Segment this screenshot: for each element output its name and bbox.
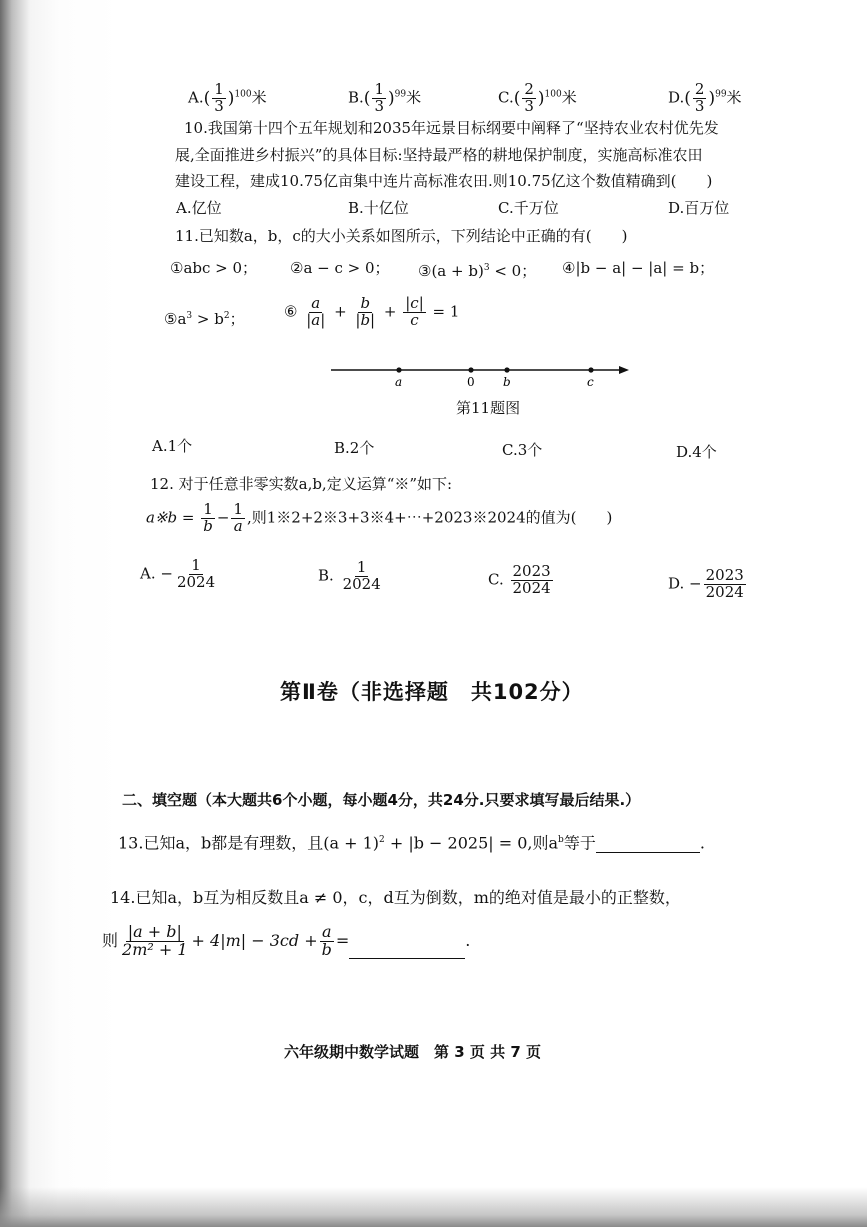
- q13-answer-blank[interactable]: [596, 852, 700, 853]
- point-c: [588, 367, 593, 372]
- q14-answer-blank[interactable]: [349, 958, 465, 959]
- q11-statement-4: ④|b − a| − |a| = b；: [562, 259, 715, 277]
- q9-option-d: D.( $\frac{2}{3}$ )$^{99}$米: [668, 80, 742, 115]
- q11-option-b: B.2个: [334, 439, 375, 457]
- q14-line-1: 14.已知a，b互为相反数且a ≠ 0，c，d互为倒数，m的绝对值是最小的正整数，: [110, 888, 681, 907]
- label-c: c: [587, 375, 594, 389]
- q10-option-a: A.亿位: [176, 199, 222, 217]
- label-a: a: [395, 375, 403, 389]
- q11-option-c: C.3个: [502, 441, 543, 459]
- point-a: [396, 367, 401, 372]
- q11-option-d: D.4个: [676, 443, 717, 461]
- q11-number-line: [325, 358, 635, 394]
- q14-expression: 则 $\frac{|a + b|}{\text{2m² + 1}}$ + 4|m| − 3cd + $\frac{a}{b}$ = .: [102, 922, 471, 959]
- q10-option-b: B.十亿位: [348, 199, 409, 217]
- q12-stem: 12. 对于任意非零实数a,b,定义运算“※”如下:: [150, 475, 453, 493]
- q11-statement-5: $⑤a^3 > b^2$；: [164, 310, 245, 328]
- q11-statement-2: ②a − c > 0；: [290, 259, 390, 277]
- point-zero: [468, 367, 473, 372]
- point-b: [504, 367, 509, 372]
- q11-statement-1: ①abc > 0；: [170, 259, 258, 277]
- q10-option-d: D.百万位: [668, 199, 730, 217]
- q11-statement-3: ③(a + b)$^3$ < 0；: [418, 262, 537, 280]
- q9-option-c: C.( $\frac{2}{3}$ )$^{100}$米: [498, 80, 577, 115]
- q11-figure-caption: 第11题图: [456, 399, 521, 417]
- q12-option-a: A. − $\frac{1}{2024}$: [140, 556, 216, 591]
- q10-option-c: C.千万位: [498, 199, 559, 217]
- q12-option-b: B. $\frac{1}{2024}$: [318, 558, 381, 593]
- fill-in-heading: 二、填空题（本大题共6个小题，每小题4分，共24分.只要求填写最后结果.）: [122, 791, 641, 809]
- number-line-arrow: [619, 366, 629, 374]
- q12-option-c: C. $\frac{2023}{2024}$: [488, 562, 551, 597]
- label-zero: 0: [467, 375, 475, 389]
- q11-option-a: A.1个: [152, 437, 193, 455]
- page-footer: 六年级期中数学试题 第 3 页 共 7 页: [284, 1043, 541, 1061]
- q10-line-1: 10.我国第十四个五年规划和2035年远景目标纲要中阐释了“坚持农业农村优先发: [184, 119, 719, 137]
- q12-definition: a※b = $\frac{1}{b}$ − $\frac{1}{a}$ ,则1※2+2※3+3※4+⋯+2023※2024的值为( ): [146, 500, 613, 535]
- q12-option-d: D. − $\frac{2023}{2024}$: [668, 566, 744, 601]
- page-bottom-shadow: [0, 1187, 867, 1227]
- q11-stem: 11.已知数a，b，c的大小关系如图所示，下列结论中正确的有( ): [175, 227, 628, 245]
- q9-option-b: B.( $\frac{1}{3}$ )$^{99}$米: [348, 80, 422, 115]
- q13: 13.已知a，b都是有理数，且$(a + 1)^2 + |b - 2025| = 0$,则$a^b$等于 .: [118, 833, 705, 853]
- q9-option-a: A.( $\frac{1}{3}$ )$^{100}$米: [188, 80, 267, 115]
- q10-line-2: 展,全面推进乡村振兴”的具体目标:坚持最严格的耕地保护制度，实施高标准农田: [175, 146, 703, 164]
- q10-line-3: 建设工程，建成10.75亿亩集中连片高标准农田.则10.75亿这个数值精确到( ): [175, 172, 713, 190]
- section-2-title: 第Ⅱ卷（非选择题 共102分）: [280, 680, 584, 704]
- q11-statement-6: ⑥ $\frac{a}{|a|}$ + $\frac{b}{|b|}$ + $\frac{|c|}{c}$ = 1: [284, 294, 460, 329]
- label-b: b: [503, 375, 511, 389]
